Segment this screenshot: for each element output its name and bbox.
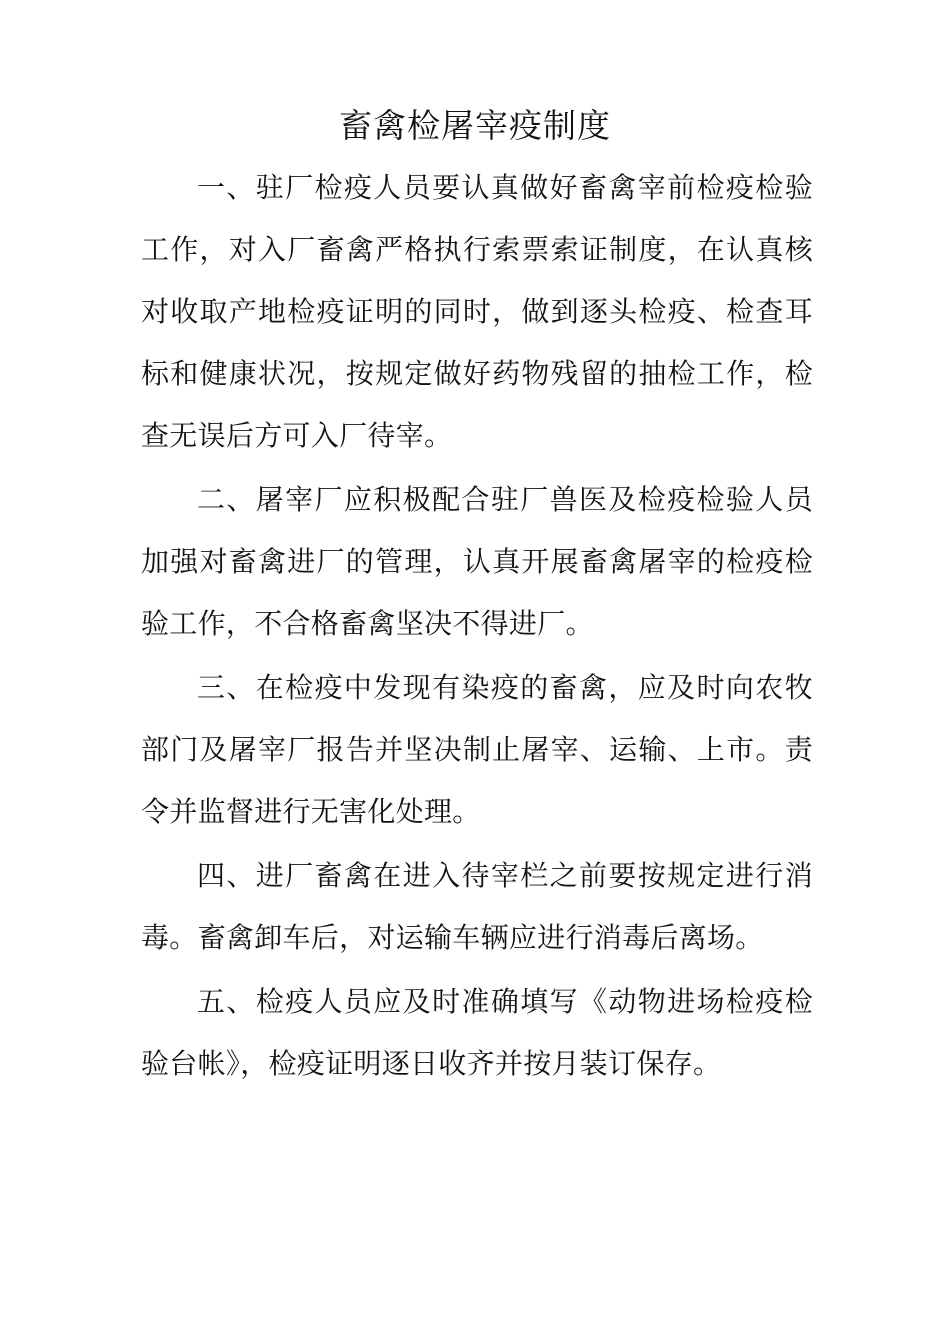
paragraph-4: 四、进厂畜禽在进入待宰栏之前要按规定进行消毒。畜禽卸车后，对运输车辆应进行消毒后离场。 bbox=[141, 859, 813, 954]
document-title: 畜禽检屠宰疫制度 bbox=[339, 106, 611, 145]
paragraph-3: 三、在检疫中发现有染疫的畜禽，应及时向农牧部门及屠宰厂报告并坚决制止屠宰、运输、上市。责令并监督进行无害化处理。 bbox=[141, 671, 813, 828]
paragraph-5: 五、检疫人员应及时准确填写《动物进场检疫检验台帐》，检疫证明逐日收齐并按月装订保存。 bbox=[141, 985, 813, 1080]
paragraph-2: 二、屠宰厂应积极配合驻厂兽医及检疫检验人员加强对畜禽进厂的管理，认真开展畜禽屠宰的检疫检验工作，不合格畜禽坚决不得进厂。 bbox=[141, 483, 813, 640]
paragraph-1: 一、驻厂检疫人员要认真做好畜禽宰前检疫检验工作，对入厂畜禽严格执行索票索证制度，在认真核对收取产地检疫证明的同时，做到逐头检疫、检查耳标和健康状况，按规定做好药物残留的抽检工作，检查无误后方可入厂待宰。 bbox=[141, 171, 813, 452]
document-body bbox=[141, 157, 813, 1097]
